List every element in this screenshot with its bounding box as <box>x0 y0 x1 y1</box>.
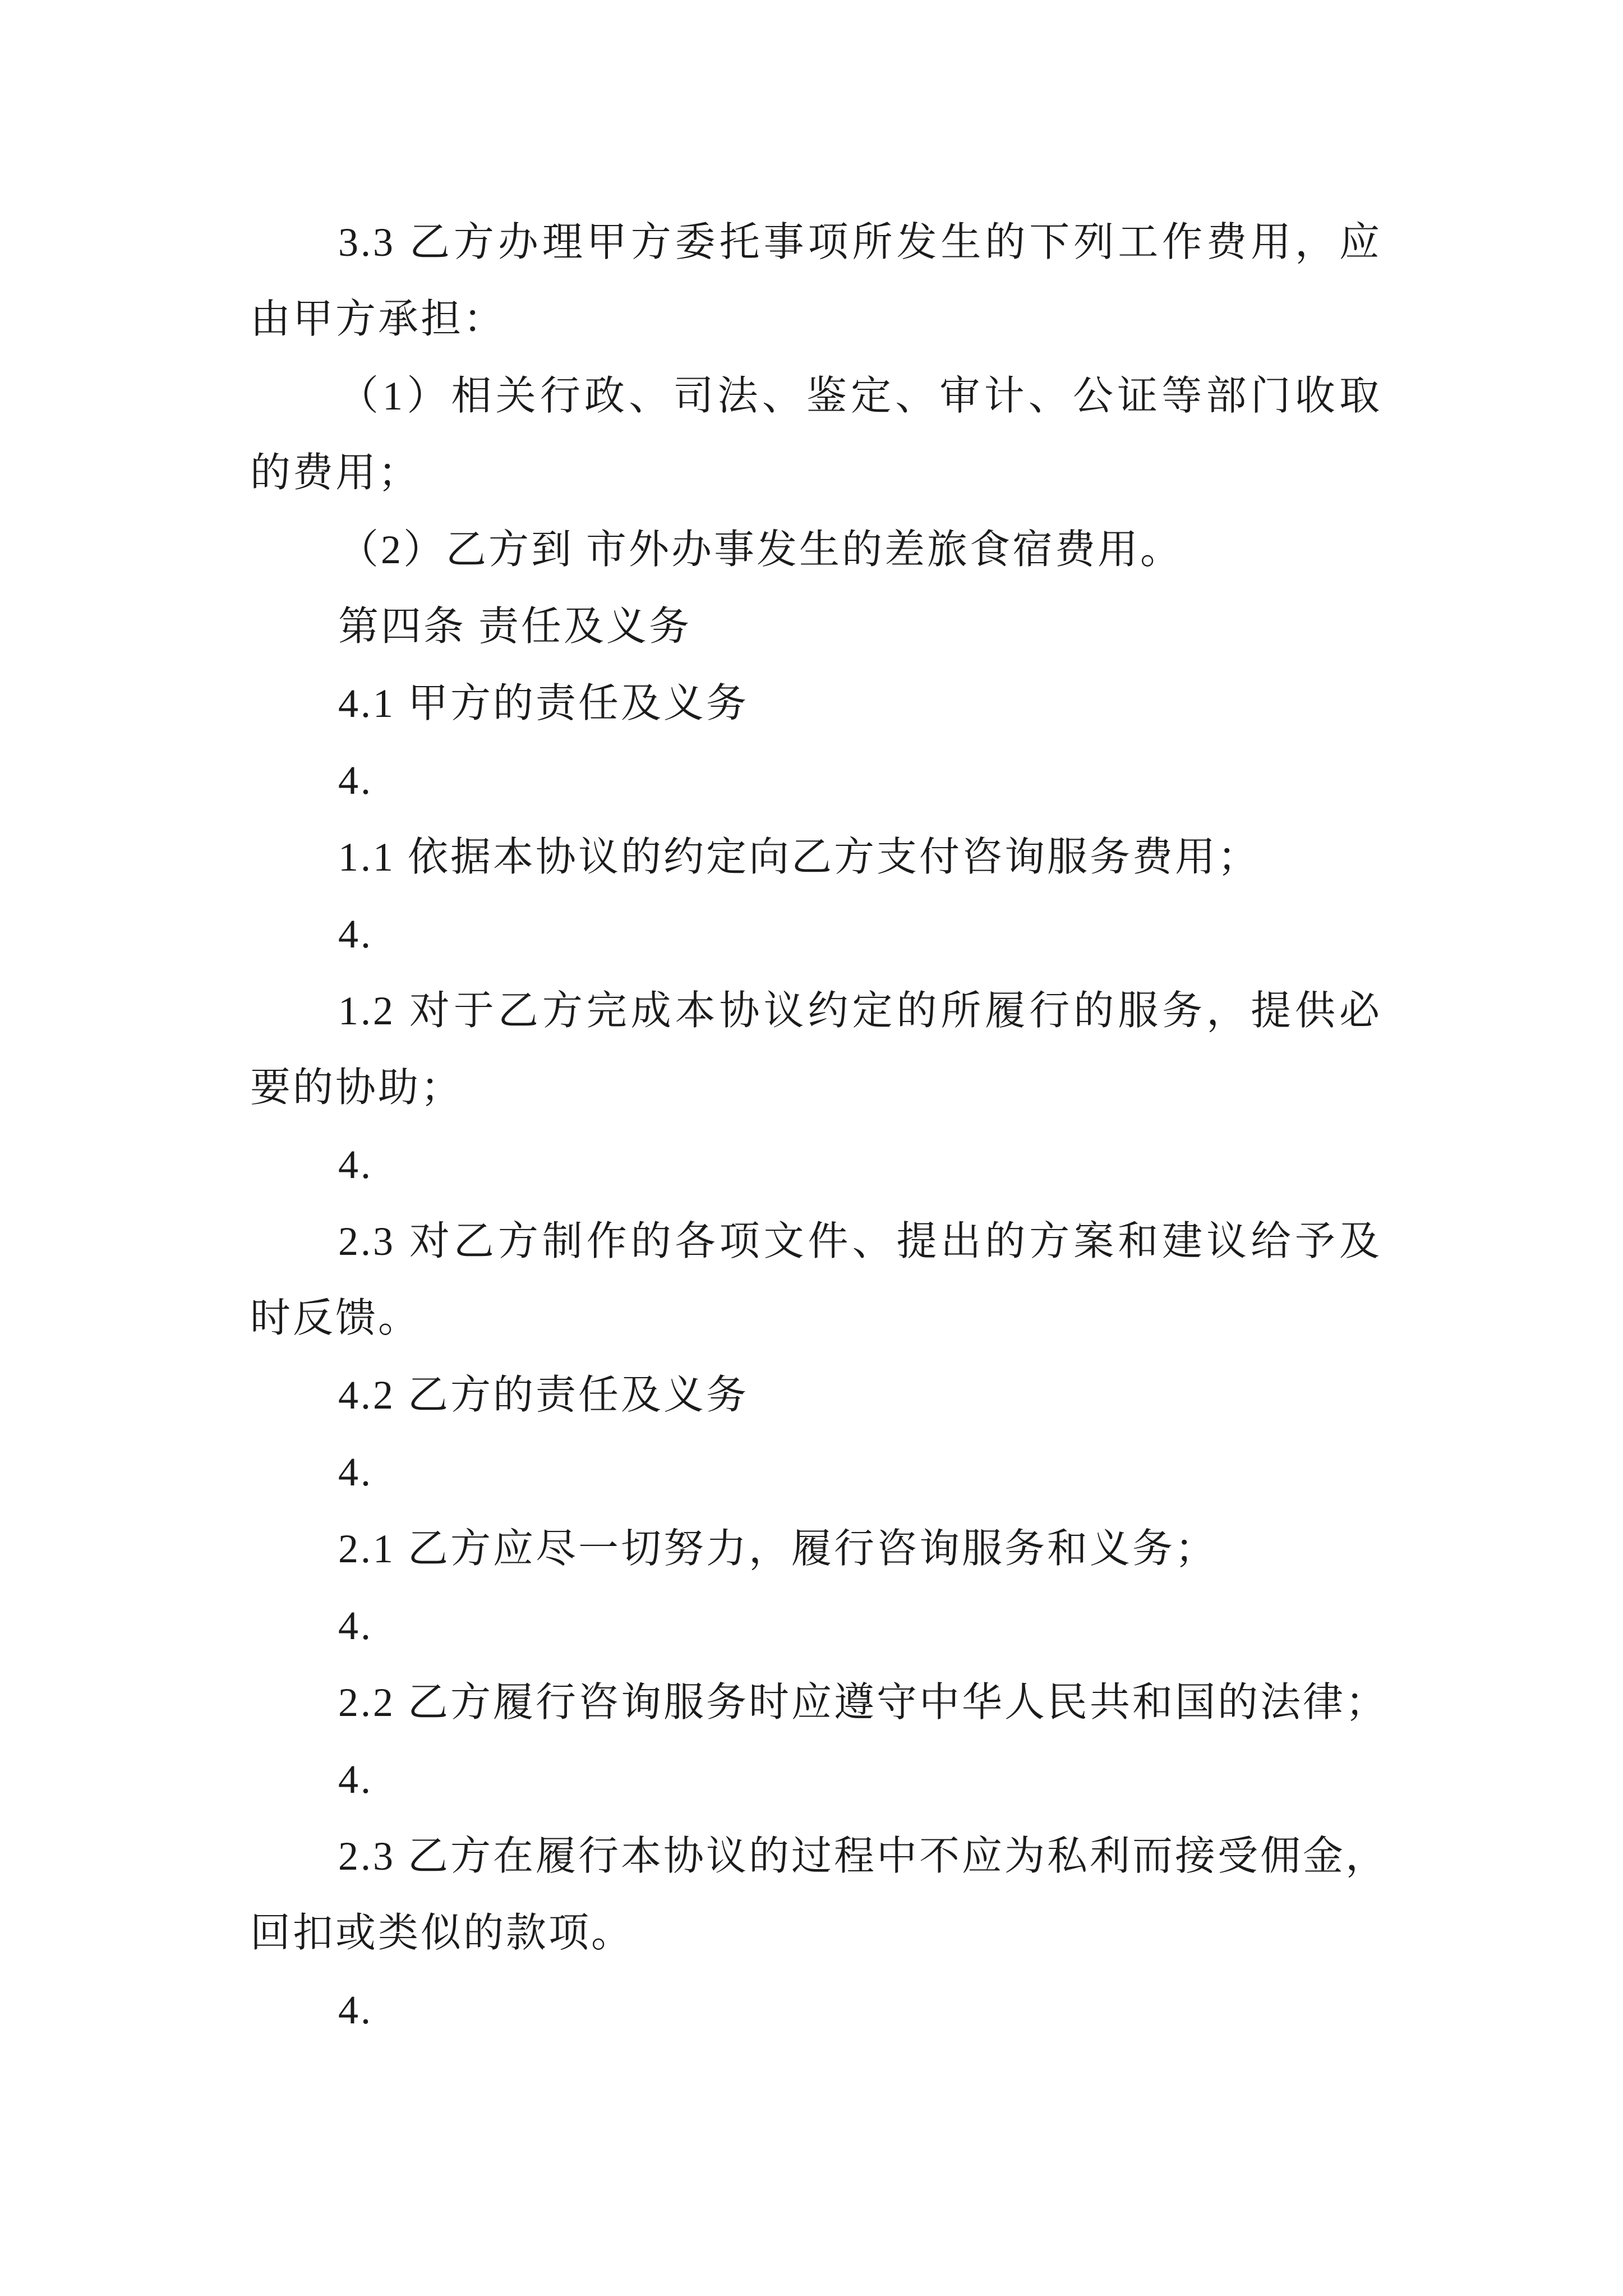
subsection-heading-4-2 <box>250 1357 1382 1434</box>
paragraph-number-fragment <box>250 1588 1382 1664</box>
paragraph-number-fragment <box>250 896 1382 973</box>
section-heading-article-4 <box>250 588 1382 665</box>
document-body <box>250 204 1389 2049</box>
paragraph-line: （1）相关行政、司法、鉴定、审计、公证等部门收取 <box>338 374 1382 418</box>
paragraph-line: 回扣或类似的款项。 <box>250 1911 634 1955</box>
paragraph-line: 2.1 乙方应尽一切努力，履行咨询服务和义务； <box>338 1526 1218 1571</box>
paragraph-line: （2）乙方到 市外办事发生的差旅食宿费用。 <box>338 527 1183 572</box>
paragraph-line: 要的协助； <box>250 1065 464 1110</box>
paragraph-number-fragment <box>250 1126 1382 1203</box>
paragraph-line: 时反馈。 <box>250 1296 421 1341</box>
paragraph-line: 4. <box>338 1987 373 2032</box>
paragraph-number-fragment <box>250 1741 1382 1818</box>
paragraph-line: 4. <box>338 1757 373 1802</box>
paragraph-line: 2.3 乙方在履行本协议的过程中不应为私利而接受佣金， <box>338 1834 1389 1879</box>
paragraph-clause-1-2 <box>250 973 1382 1126</box>
paragraph-clause-1-1 <box>250 819 1382 896</box>
paragraph-item-2 <box>250 512 1382 588</box>
paragraph-clause-2-3-party-a <box>250 1203 1382 1357</box>
paragraph-clause-3-3 <box>250 204 1382 358</box>
paragraph-clause-2-1 <box>250 1511 1382 1588</box>
subsection-heading: 4.2 乙方的责任及义务 <box>338 1373 749 1418</box>
paragraph-line: 4. <box>338 912 373 956</box>
paragraph-line: 4. <box>338 758 373 803</box>
subsection-heading-4-1 <box>250 665 1382 742</box>
paragraph-line: 2.2 乙方履行咨询服务时应遵守中华人民共和国的法律； <box>338 1680 1389 1725</box>
paragraph-line: 4. <box>338 1603 373 1648</box>
section-heading: 第四条 责任及义务 <box>338 604 692 649</box>
subsection-heading: 4.1 甲方的责任及义务 <box>338 681 749 726</box>
paragraph-number-fragment <box>250 1972 1382 2049</box>
paragraph-line: 4. <box>338 1142 373 1187</box>
paragraph-line: 的费用； <box>250 450 421 495</box>
paragraph-item-1 <box>250 358 1382 512</box>
paragraph-line: 1.1 依据本协议的约定向乙方支付咨询服务费用； <box>338 835 1261 880</box>
paragraph-line: 3.3 乙方办理甲方委托事项所发生的下列工作费用，应 <box>338 220 1382 265</box>
paragraph-line: 由甲方承担： <box>250 297 506 342</box>
paragraph-line: 4. <box>338 1450 373 1494</box>
paragraph-number-fragment <box>250 742 1382 819</box>
paragraph-clause-2-3-party-b <box>250 1818 1389 1972</box>
paragraph-line: 1.2 对于乙方完成本协议约定的所履行的服务，提供必 <box>338 988 1382 1033</box>
paragraph-number-fragment <box>250 1434 1382 1511</box>
paragraph-clause-2-2 <box>250 1664 1389 1741</box>
paragraph-line: 2.3 对乙方制作的各项文件、提出的方案和建议给予及 <box>338 1219 1382 1264</box>
